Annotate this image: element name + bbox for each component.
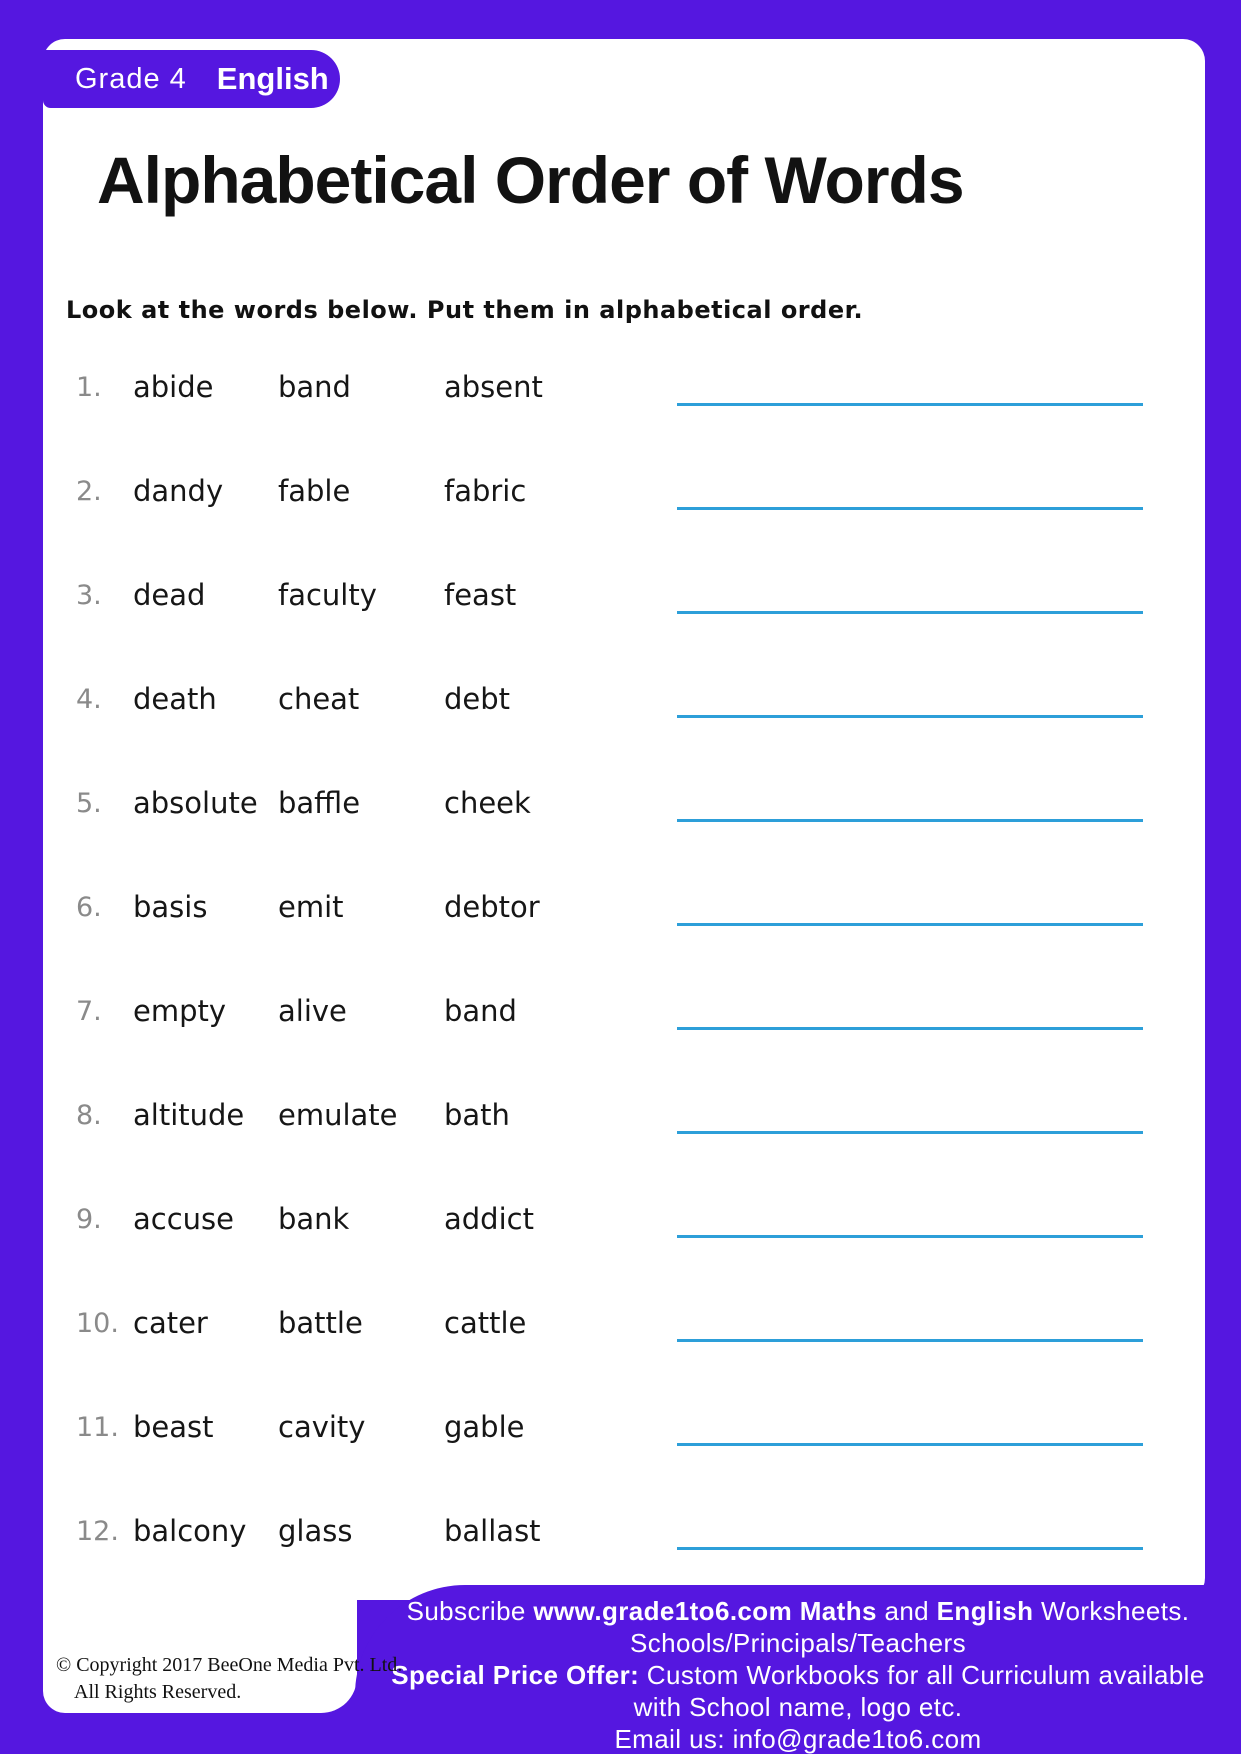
- row-number: 11.: [76, 1411, 119, 1443]
- answer-line[interactable]: [677, 1547, 1143, 1550]
- footer-subscribe-line[interactable]: Subscribe www.grade1to6.com Maths and English Worksheets.: [406, 1596, 1190, 1626]
- answer-line[interactable]: [677, 403, 1143, 406]
- copyright-line-1: © Copyright 2017 BeeOne Media Pvt. Ltd.: [56, 1654, 403, 1676]
- word-1: balcony: [133, 1514, 247, 1548]
- row-number: 6.: [76, 891, 102, 923]
- word-1: death: [133, 682, 217, 716]
- word-row: [43, 439, 1205, 543]
- word-2: glass: [278, 1514, 353, 1548]
- word-3: debt: [444, 682, 511, 716]
- worksheet-title: Alphabetical Order of Words: [97, 143, 964, 217]
- row-number: 7.: [76, 995, 102, 1027]
- grade-label: Grade 4: [75, 62, 187, 95]
- word-3: debtor: [444, 890, 540, 924]
- row-number: 2.: [76, 475, 102, 507]
- answer-line[interactable]: [677, 715, 1143, 718]
- row-number: 8.: [76, 1099, 102, 1131]
- word-row: [43, 1063, 1205, 1167]
- row-number: 5.: [76, 787, 102, 819]
- word-row: [43, 647, 1205, 751]
- footer-banner: [355, 1585, 1241, 1754]
- answer-line[interactable]: [677, 819, 1143, 822]
- word-2: alive: [278, 994, 347, 1028]
- word-3: bath: [444, 1098, 510, 1132]
- answer-line[interactable]: [677, 923, 1143, 926]
- row-number: 1.: [76, 371, 102, 403]
- answer-line[interactable]: [677, 507, 1143, 510]
- row-number: 9.: [76, 1203, 102, 1235]
- word-1: cater: [133, 1306, 208, 1340]
- word-1: dandy: [133, 474, 224, 508]
- word-2: fable: [278, 474, 351, 508]
- word-1: empty: [133, 994, 227, 1028]
- word-1: abide: [133, 370, 214, 404]
- subject-label: English: [216, 61, 329, 96]
- word-rows: [43, 335, 1205, 1583]
- word-2: emit: [278, 890, 344, 924]
- answer-line[interactable]: [677, 1027, 1143, 1030]
- copyright-line-2: All Rights Reserved.: [74, 1681, 242, 1703]
- word-3: feast: [444, 578, 517, 612]
- row-number: 10.: [76, 1307, 119, 1339]
- row-number: 3.: [76, 579, 102, 611]
- word-row: [43, 1167, 1205, 1271]
- word-2: emulate: [278, 1098, 398, 1132]
- word-2: battle: [278, 1306, 363, 1340]
- answer-line[interactable]: [677, 1443, 1143, 1446]
- word-3: gable: [444, 1410, 525, 1444]
- word-row: [43, 1479, 1205, 1583]
- footer-email-line[interactable]: Email us: info@grade1to6.com: [614, 1724, 982, 1754]
- word-1: accuse: [133, 1202, 234, 1236]
- word-2: bank: [278, 1202, 350, 1236]
- copyright-notice: [56, 1652, 402, 1706]
- footer-audience-line: Schools/Principals/Teachers: [630, 1628, 966, 1658]
- word-2: baffle: [278, 786, 361, 820]
- grade-subject-badge: [43, 50, 340, 108]
- footer-offer-line: Special Price Offer: Custom Workbooks for all Curriculum available: [391, 1660, 1205, 1690]
- word-2: faculty: [278, 578, 377, 612]
- word-3: band: [444, 994, 517, 1028]
- answer-line[interactable]: [677, 611, 1143, 614]
- word-3: fabric: [444, 474, 527, 508]
- word-3: addict: [444, 1202, 534, 1236]
- row-number: 12.: [76, 1515, 119, 1547]
- answer-line[interactable]: [677, 1131, 1143, 1134]
- word-1: basis: [133, 890, 208, 924]
- answer-line[interactable]: [677, 1235, 1143, 1238]
- word-1: altitude: [133, 1098, 245, 1132]
- word-3: ballast: [444, 1514, 541, 1548]
- footer-site-link[interactable]: www.grade1to6.com Maths: [533, 1596, 877, 1626]
- word-row: [43, 751, 1205, 855]
- word-row: [43, 855, 1205, 959]
- instruction-text: Look at the words below. Put them in alphabetical order.: [66, 296, 864, 324]
- word-2: cheat: [278, 682, 360, 716]
- word-1: dead: [133, 578, 206, 612]
- answer-line[interactable]: [677, 1339, 1143, 1342]
- word-row: [43, 959, 1205, 1063]
- word-3: absent: [444, 370, 543, 404]
- word-row: [43, 335, 1205, 439]
- word-2: band: [278, 370, 351, 404]
- word-2: cavity: [278, 1410, 366, 1444]
- word-row: [43, 1271, 1205, 1375]
- footer-offer-line2: with School name, logo etc.: [633, 1692, 963, 1722]
- word-3: cheek: [444, 786, 531, 820]
- word-row: [43, 543, 1205, 647]
- word-row: [43, 1375, 1205, 1479]
- word-1: absolute: [133, 786, 258, 820]
- word-3: cattle: [444, 1306, 527, 1340]
- word-1: beast: [133, 1410, 214, 1444]
- row-number: 4.: [76, 683, 102, 715]
